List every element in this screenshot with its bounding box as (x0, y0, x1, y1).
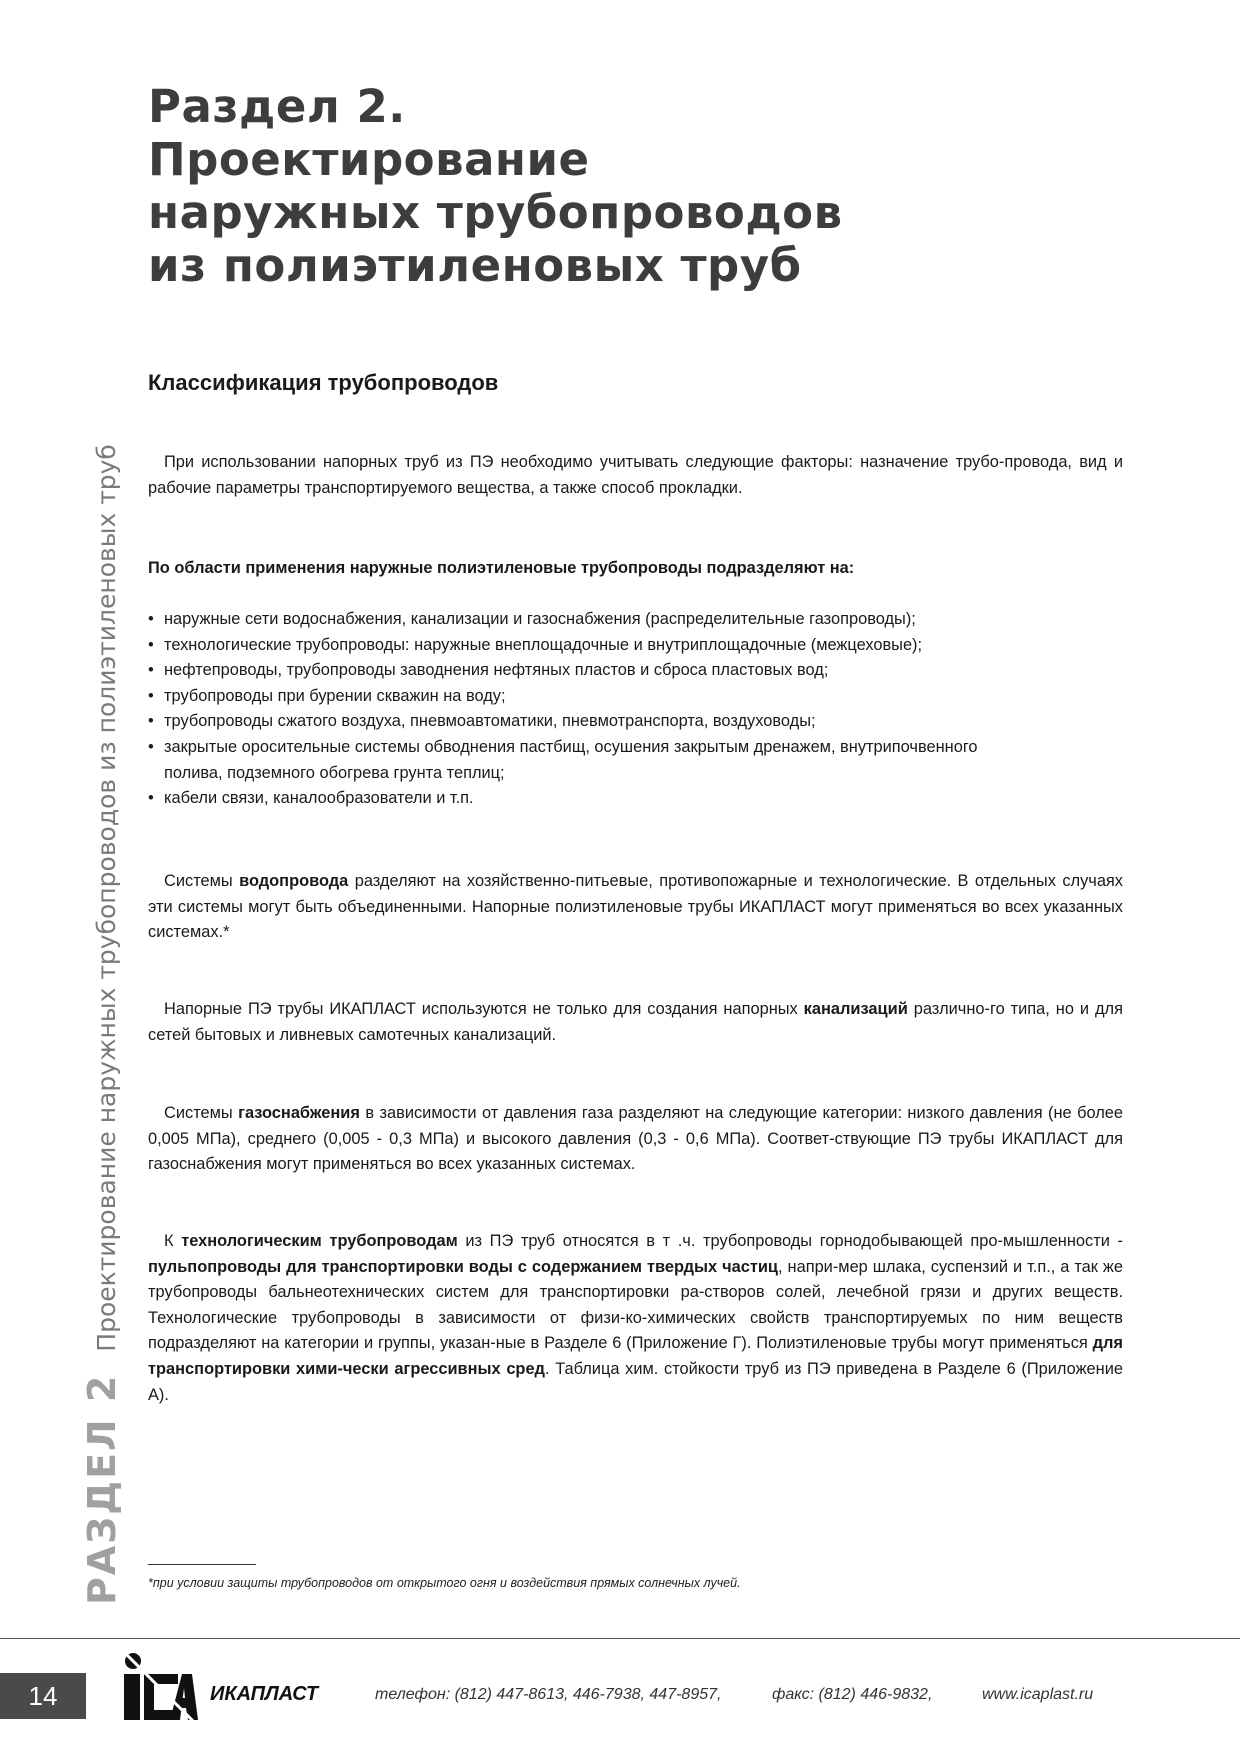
ica-logo-icon (118, 1650, 198, 1730)
footer-website[interactable]: www.icaplast.ru (982, 1686, 1094, 1703)
brand-name: ИКАПЛАСТ (210, 1683, 319, 1705)
title-line: Раздел 2. (148, 80, 406, 133)
emphasis-text: пульпопроводы для транспортировки воды с содержанием твердых частиц (148, 1257, 779, 1276)
list-item: • трубопроводы при бурении скважин на воду; (148, 684, 1123, 710)
text-run: К (164, 1232, 182, 1250)
text-run: . Таблица хим. стойкости труб из ПЭ приведена в Разделе 6 (Приложение А). (148, 1359, 1123, 1404)
text-run: из ПЭ труб относятся в т .ч. трубопроводы горнодобывающей про-мышленности - (457, 1232, 1123, 1250)
emphasis-text: технологическим трубопроводам (181, 1232, 458, 1250)
footer-phone: телефон: (812) 447-8613, 446-7938, 447-8957, (375, 1686, 722, 1703)
title-line: наружных трубопроводов (148, 186, 843, 239)
text-run: в зависимости от давления газа разделяют на следующие категории: низкого давления (не более 0,005 МПа), среднего (0,005 - 0,3 МПа) и высокого давления (0,3 - 0,6 МПа). Соответ-ствующие ПЭ трубы ИКАПЛАСТ для газоснабжения могут применяться во всех указанных системах. (148, 1104, 1124, 1174)
classification-list (148, 607, 1123, 812)
list-item: • наружные сети водоснабжения, канализации и газоснабжения (распределительные газопроводы); (148, 607, 1123, 633)
footnote: *при условии защиты трубопроводов от открытого огня и воздействия прямых солнечных лучей. (148, 1576, 741, 1590)
list-item: • кабели связи, каналообразователи и т.п. (148, 786, 1123, 812)
footnote-divider (148, 1564, 256, 1565)
list-item: • нефтепроводы, трубопроводы заводнения нефтяных пластов и сброса пластовых вод; (148, 658, 1123, 684)
classification-subheading: По области применения наружные полиэтиленовые трубопроводы подразделяют на: (148, 559, 855, 577)
list-item: • трубопроводы сжатого воздуха, пневмоавтоматики, пневмотранспорта, воздуховоды; (148, 709, 1123, 735)
page-title (148, 80, 1048, 292)
title-line: из полиэтиленовых труб (148, 239, 802, 292)
page-number: 14 (0, 1673, 86, 1719)
text-run: Системы (164, 872, 240, 890)
side-section-label: РАЗДЕЛ 2 (80, 1373, 124, 1605)
text-run: различно-го типа, но и для сетей бытовых и ливневых самотечных канализаций. (148, 1000, 1123, 1044)
emphasis-text: для транспортировки хими-чески агрессивных сред (148, 1334, 1123, 1378)
gas-paragraph (148, 1101, 1123, 1178)
list-item: • технологические трубопроводы: наружные внеплощадочные и внутриплощадочные (межцеховые); (148, 633, 1123, 659)
water-paragraph (148, 869, 1123, 946)
sewer-paragraph (148, 997, 1123, 1048)
footer-divider (0, 1638, 1240, 1639)
side-chapter-title: Проектирование наружных трубопроводов из полиэтиленовых труб (92, 444, 121, 1352)
text-run: разделяют на хозяйственно-питьевые, противопожарные и технологические. В отдельных случаях эти системы могут быть объединенными. Напорные полиэтиленовые трубы ИКАПЛАСТ могут применяться во всех указанных системах.* (148, 872, 1124, 942)
section-heading: Классификация трубопроводов (148, 370, 499, 395)
emphasis-text: газоснабжения (238, 1104, 360, 1122)
title-line: Проектирование (148, 133, 590, 186)
side-label (80, 444, 124, 1605)
emphasis-text: водопровода (239, 872, 349, 890)
text-run: Напорные ПЭ трубы ИКАПЛАСТ используются не только для создания напорных (164, 1000, 804, 1018)
footer-fax: факс: (812) 446-9832, (772, 1686, 933, 1703)
emphasis-text: канализаций (803, 1000, 908, 1018)
text-run: , напри-мер шлака, суспензий и т.п., а так же трубопроводы бальнеотехнических систем для транспортировки ра-створов солей, лечебной грязи и других веществ. Технологические трубопроводы в зависимости от физи-ко-химических свойств транспортируемых по ним веществ подразделяют на категории и группы, указан-ные в Разделе 6 (Приложение Г). Полиэтиленовые трубы могут применяться (148, 1257, 1123, 1353)
intro-paragraph: При использовании напорных труб из ПЭ необходимо учитывать следующие факторы: назначение трубо-провода, вид и рабочие параметры транспортируемого вещества, а также способ прокладки. (148, 453, 1123, 497)
text-run: Системы (164, 1104, 239, 1122)
technological-paragraph (148, 1229, 1123, 1408)
list-item: • закрытые оросительные системы обводнения пастбищ, осушения закрытым дренажем, внутрипочвенного полива, подземного обогрева грунта теплиц; (148, 735, 994, 786)
